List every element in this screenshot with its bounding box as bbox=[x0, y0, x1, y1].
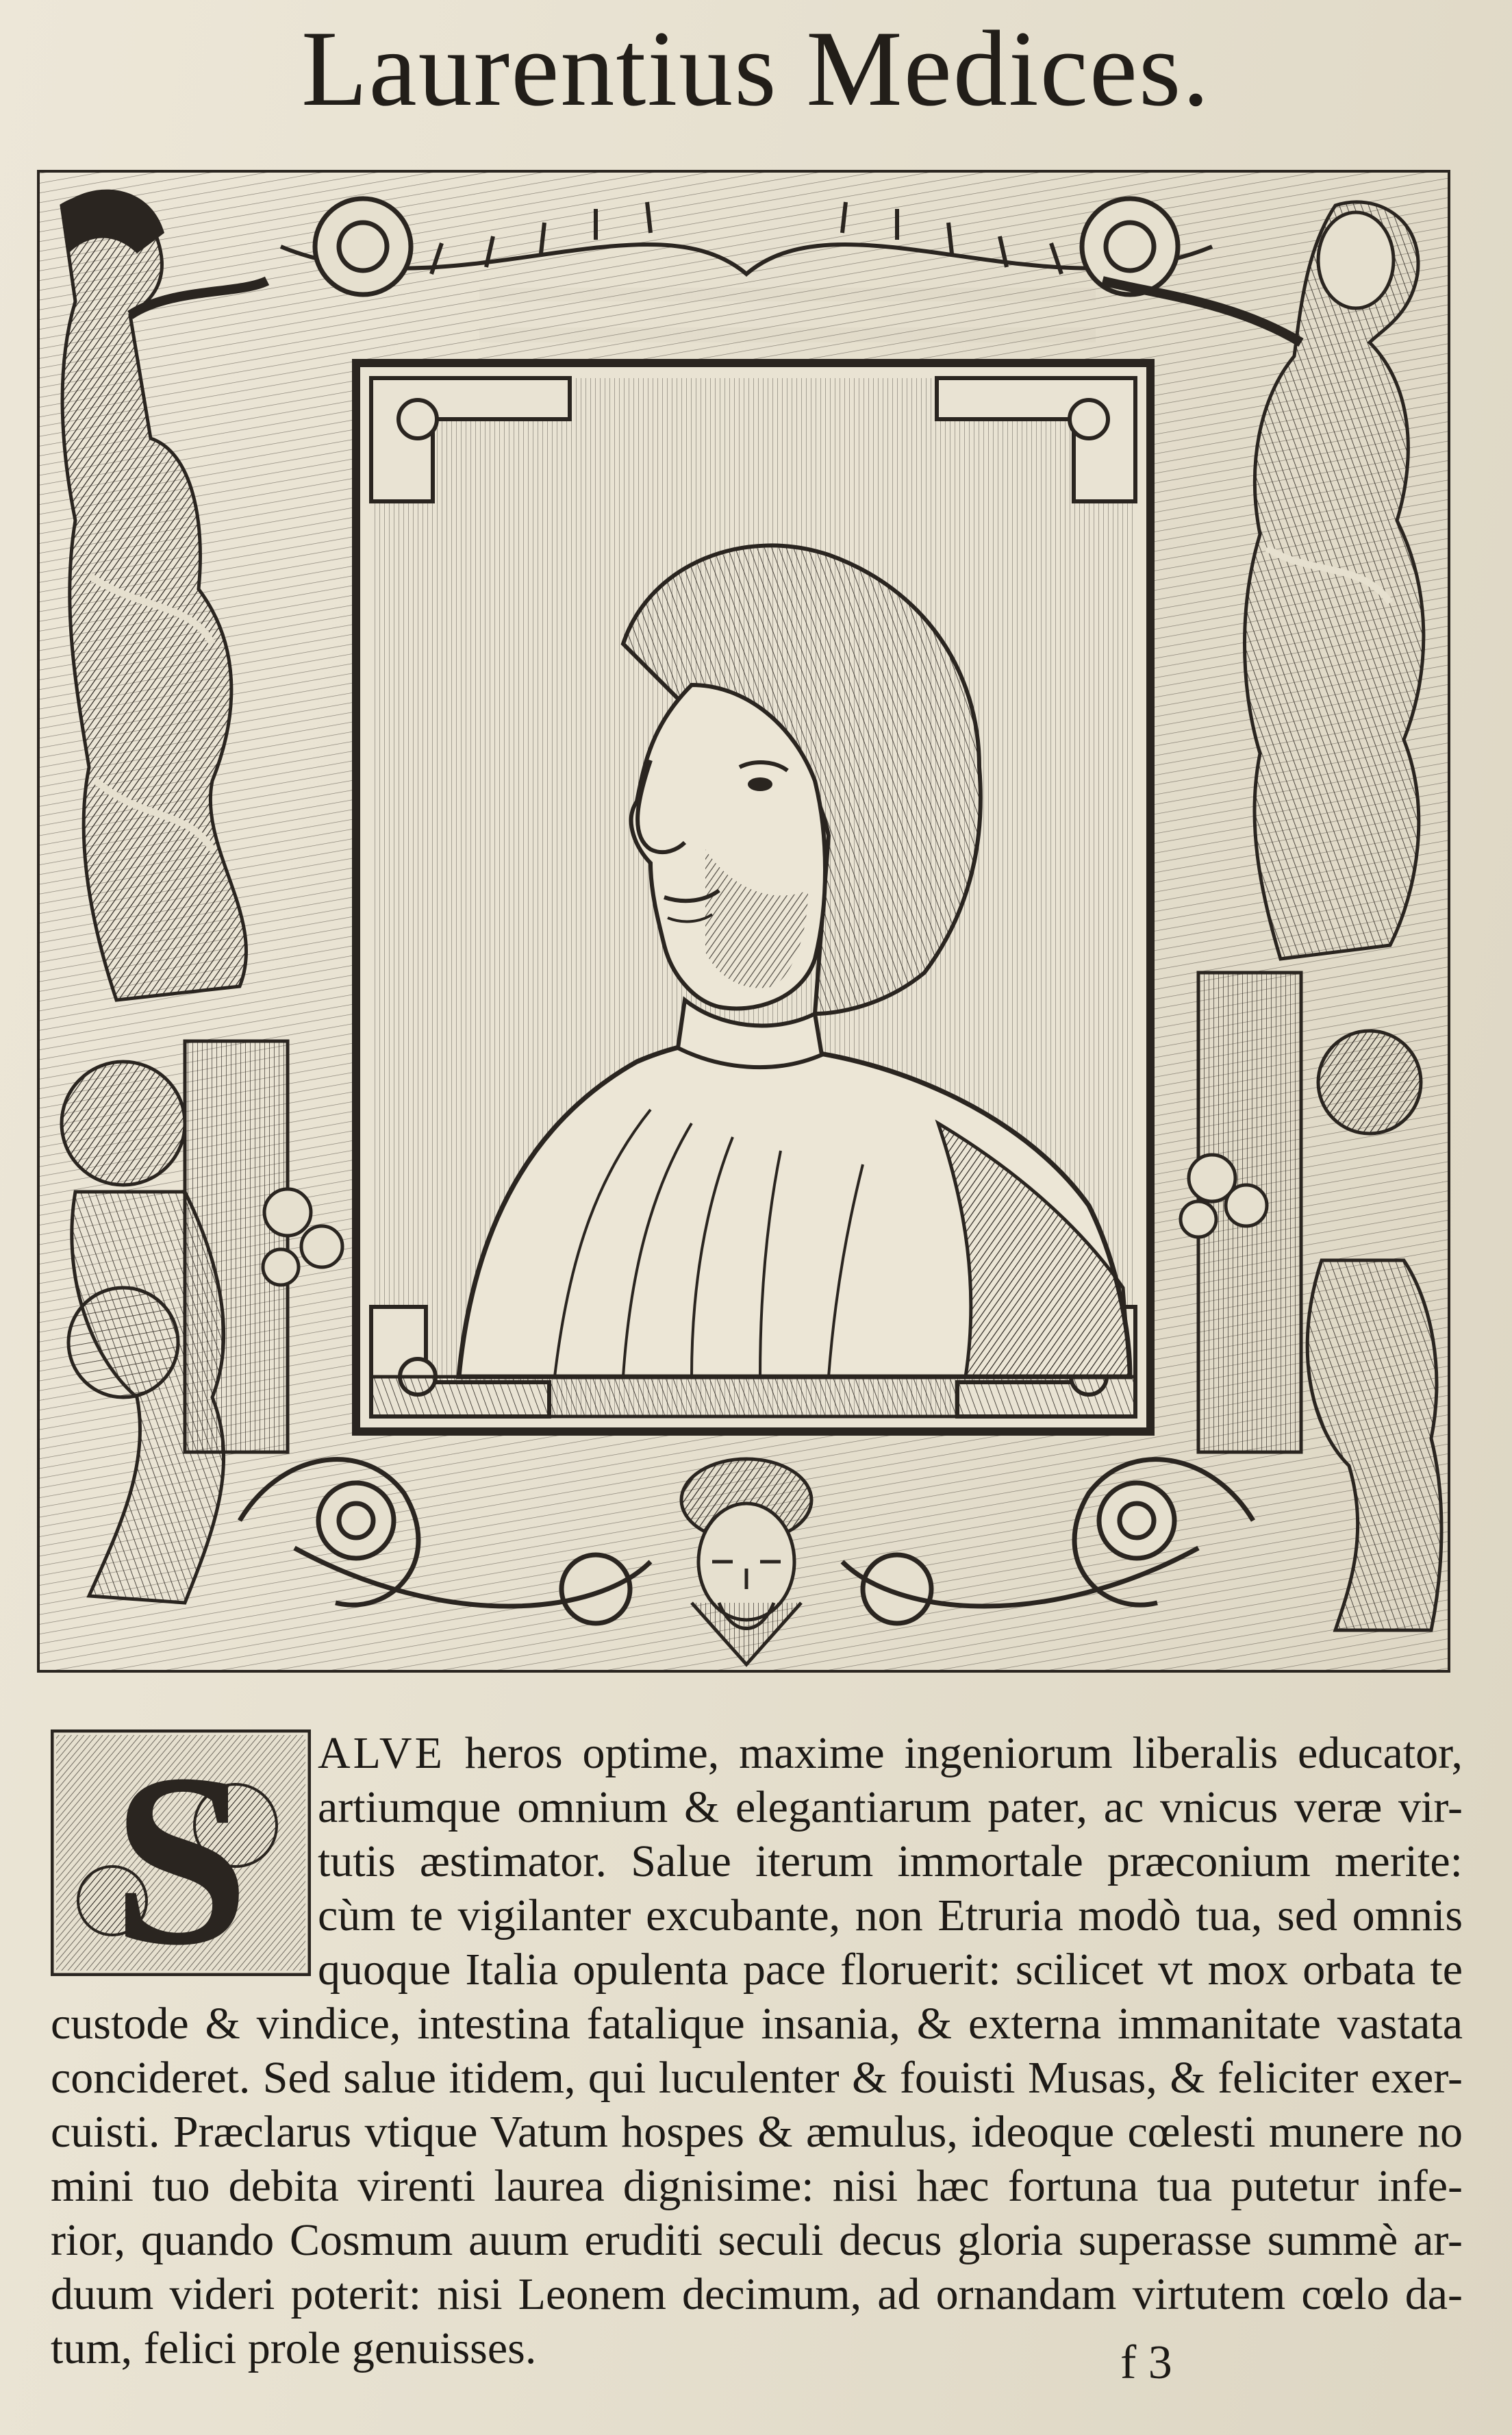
text-line-rest: cuisti. Præclarus vtique Vatum hospes & æmulus, ideoque cœlesti munere no bbox=[51, 2107, 1463, 2157]
text-line bbox=[51, 2321, 1463, 2375]
text-line bbox=[51, 1726, 1463, 1780]
text-line bbox=[51, 2213, 1463, 2267]
text-line-rest: heros optime, maxime ingeniorum liberalis educator, bbox=[444, 1728, 1463, 1778]
body-text bbox=[51, 1723, 1463, 2375]
text-line-rest: concideret. Sed salue itidem, qui luculenter & fouisti Musas, & feliciter exer- bbox=[51, 2053, 1463, 2103]
text-line bbox=[51, 1834, 1463, 1888]
text-line bbox=[51, 2105, 1463, 2159]
folio-signature: f 3 bbox=[1120, 2336, 1172, 2389]
text-line bbox=[51, 1943, 1463, 1997]
text-line-rest: duum videri poterit: nisi Leonem decimum, ad ornandam virtutem cœlo da- bbox=[51, 2269, 1463, 2319]
text-line-lead: ALVE bbox=[318, 1728, 445, 1778]
text-line bbox=[51, 2159, 1463, 2213]
text-line-rest: cùm te vigilanter excubante, non Etruria modò tua, sed omnis bbox=[318, 1890, 1463, 1940]
text-line-rest: artiumque omnium & elegantiarum pater, ac vnicus veræ vir- bbox=[318, 1782, 1463, 1832]
text-line bbox=[51, 1888, 1463, 1943]
text-line-rest: quoque Italia opulenta pace floruerit: scilicet vt mox orbata te bbox=[318, 1945, 1463, 1995]
initial-letter: S bbox=[112, 1723, 250, 1996]
page-title: Laurentius Medices. bbox=[301, 9, 1211, 129]
text-line bbox=[51, 1780, 1463, 1834]
text-line-rest: custode & vindice, intestina fatalique insania, & externa immanitate vastata bbox=[51, 1999, 1463, 2049]
text-line bbox=[51, 2051, 1463, 2105]
text-line bbox=[51, 2267, 1463, 2321]
text-line bbox=[51, 1997, 1463, 2051]
text-line-rest: tutis æstimator. Salue iterum immortale præconium merite: bbox=[318, 1836, 1463, 1886]
text-line-rest: mini tuo debita virenti laurea dignisime: nisi hæc fortuna tua putetur infe- bbox=[51, 2161, 1463, 2211]
text-line-rest: rior, quando Cosmum auum eruditi seculi decus gloria superasse summè ar- bbox=[51, 2215, 1463, 2265]
text-line-rest: tum, felici prole genuisses. bbox=[51, 2323, 537, 2373]
woodcut-portrait-illustration bbox=[34, 164, 1459, 1678]
